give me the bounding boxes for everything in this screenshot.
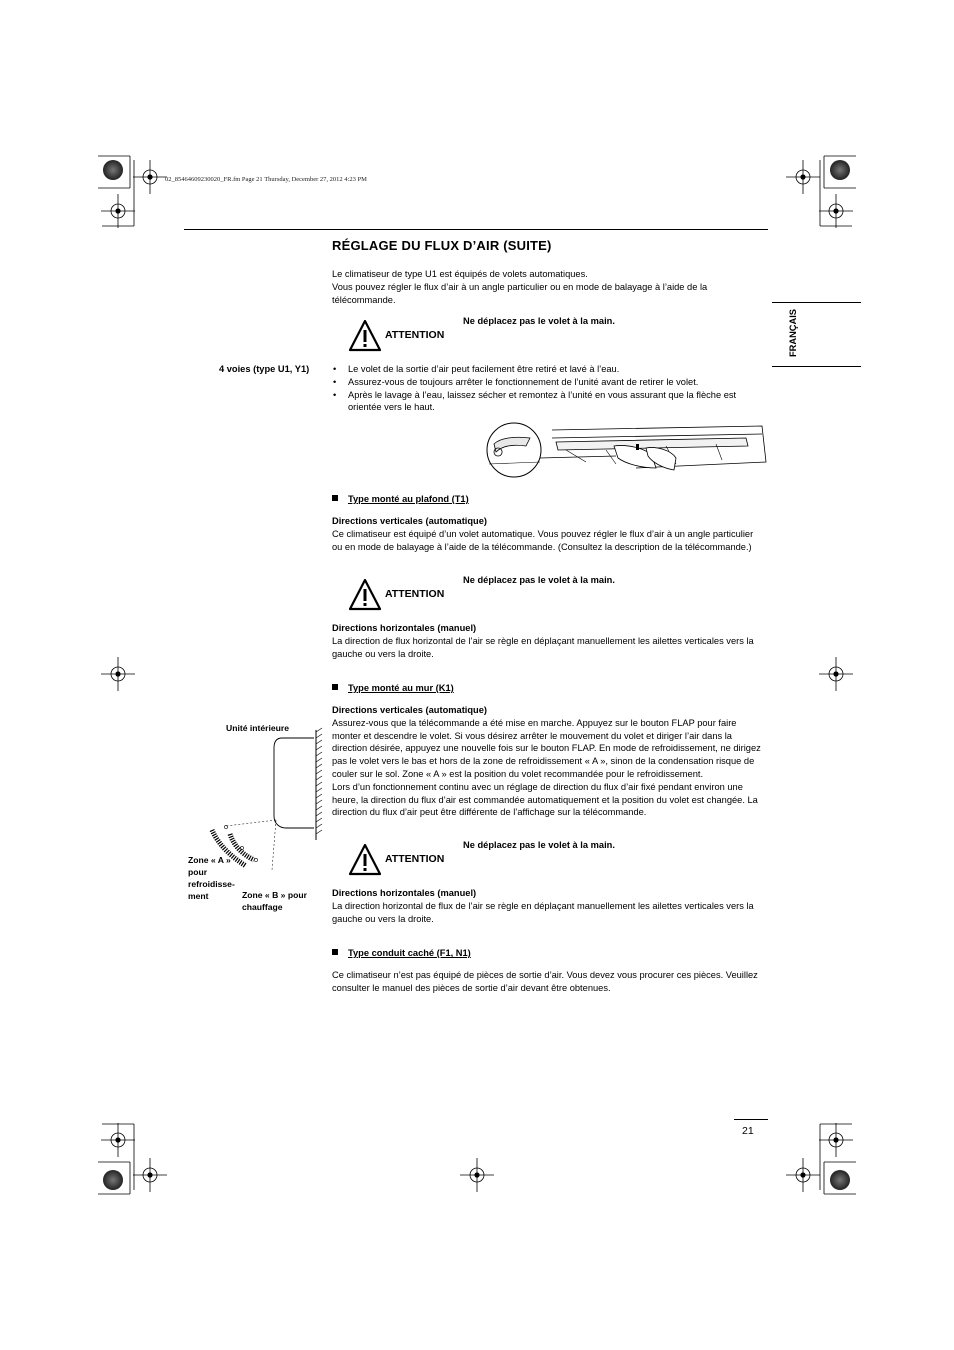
fig-indoor-unit-label: Unité intérieure	[226, 723, 290, 733]
attention-label-1: ATTENTION	[385, 329, 445, 341]
list-item: • Après le lavage à l’eau, laissez sécher et remontez à l’unité en vous assurant que la flèche est orientée vers le haut.	[332, 389, 762, 415]
side-label-4way: 4 voies (type U1, Y1)	[219, 364, 310, 374]
k1-vertical-title: Directions verticales (automatique)	[332, 705, 487, 715]
warning-triangle-icon	[349, 579, 381, 611]
attention-label-3: ATTENTION	[385, 853, 445, 865]
warning-triangle-icon	[349, 844, 381, 876]
t1-vertical-title: Directions verticales (automatique)	[332, 516, 487, 526]
page-title: RÉGLAGE DU FLUX D’AIR (SUITE)	[332, 238, 552, 253]
caution-text-1: Ne déplacez pas le volet à la main.	[463, 316, 615, 326]
square-bullet-icon	[332, 684, 338, 690]
k1-horizontal-block	[332, 887, 762, 925]
language-tab	[772, 302, 861, 367]
attention-label-2: ATTENTION	[385, 588, 445, 600]
caution-text-3: Ne déplacez pas le volet à la main.	[463, 840, 615, 850]
intro-text	[332, 268, 762, 306]
language-label: FRANÇAIS	[788, 308, 798, 358]
k1-horizontal-title: Directions horizontales (manuel)	[332, 888, 477, 898]
file-info-header: 02_85464609230020_FR.fm Page 21 Thursday, December 27, 2012 4:23 PM	[165, 176, 367, 183]
k1-vertical-text-2: Lors d’un fonctionnement continu avec un réglage de direction du flux d’air fixé pendant environ une heure, la direction du flux d’air est commandée automatiquement et la position du volet est changée. La direction du flux d’air peut être différente de l’affichage sur la télécommande.	[332, 781, 758, 818]
louver-removal-illustration	[486, 416, 770, 484]
bullet-list-4way	[332, 363, 762, 414]
fig-zone-b-label: Zone « B » pour chauffage	[242, 890, 307, 912]
heading-k1: Type monté au mur (K1)	[332, 682, 454, 695]
k1-vertical-block	[332, 704, 762, 819]
t1-vertical-block	[332, 515, 762, 553]
heading-t1: Type monté au plafond (T1)	[332, 493, 469, 506]
intro-line-2: Vous pouvez régler le flux d’air à un angle particulier ou en mode de balayage à l’aide de la télécommande.	[332, 281, 708, 305]
list-item: • Le volet de la sortie d’air peut facilement être retiré et lavé à l’eau.	[332, 363, 762, 376]
k1-vertical-text: Assurez-vous que la télécommande a été mise en marche. Appuyez sur le bouton FLAP pour faire monter et descendre le volet. Si vous désirez arrêter le mouvement du volet et diriger l’air dans la direction désirée, appuyez une nouvelle fois sur le bouton FLAP. En mode de refroidissement, ne dirigez pas le volet vers le bas et hors de la zone de refroidissement « A », sinon de la condensation risque de couler sur le sol. Zone « A » est la position du volet recommandée pour le refroidissement.	[332, 717, 761, 779]
caution-text-2: Ne déplacez pas le volet à la main.	[463, 575, 615, 585]
page-number-rule	[734, 1119, 768, 1120]
fig-zone-a-label: Zone « A » pour refroidisse-ment	[188, 855, 235, 901]
square-bullet-icon	[332, 495, 338, 501]
f1-text: Ce climatiseur n’est pas équipé de pièces de sortie d’air. Vous devez vous procurer ces pièces. Veuillez consulter le manuel des pièces de sortie d’air devant être obtenues.	[332, 970, 758, 993]
page-number: 21	[742, 1125, 754, 1137]
square-bullet-icon	[332, 949, 338, 955]
top-rule	[184, 229, 768, 230]
color-dot-icon	[103, 160, 123, 180]
t1-horizontal-title: Directions horizontales (manuel)	[332, 623, 477, 633]
warning-triangle-icon	[349, 320, 381, 352]
t1-horizontal-block	[332, 622, 762, 660]
k1-horizontal-text: La direction horizontal de flux de l’air se règle en déplaçant manuellement les ailettes verticales vers la gauche ou vers la droite.	[332, 900, 754, 924]
t1-vertical-text: Ce climatiseur est équipé d’un volet automatique. Vous pouvez régler le flux d’air à un angle particulier ou en mode de balayage à l’aide de la télécommande. (Consultez la description de la télécommande.)	[332, 528, 754, 552]
list-item: • Assurez-vous de toujours arrêter le fonctionnement de l’unité avant de retirer le volet.	[332, 376, 762, 389]
heading-f1: Type conduit caché (F1, N1)	[332, 947, 471, 960]
t1-horizontal-text: La direction de flux horizontal de l’air se règle en déplaçant manuellement les ailettes verticales vers la gauche ou vers la droite.	[332, 635, 754, 659]
intro-line-1: Le climatiseur de type U1 est équipés de volets automatiques.	[332, 269, 588, 279]
